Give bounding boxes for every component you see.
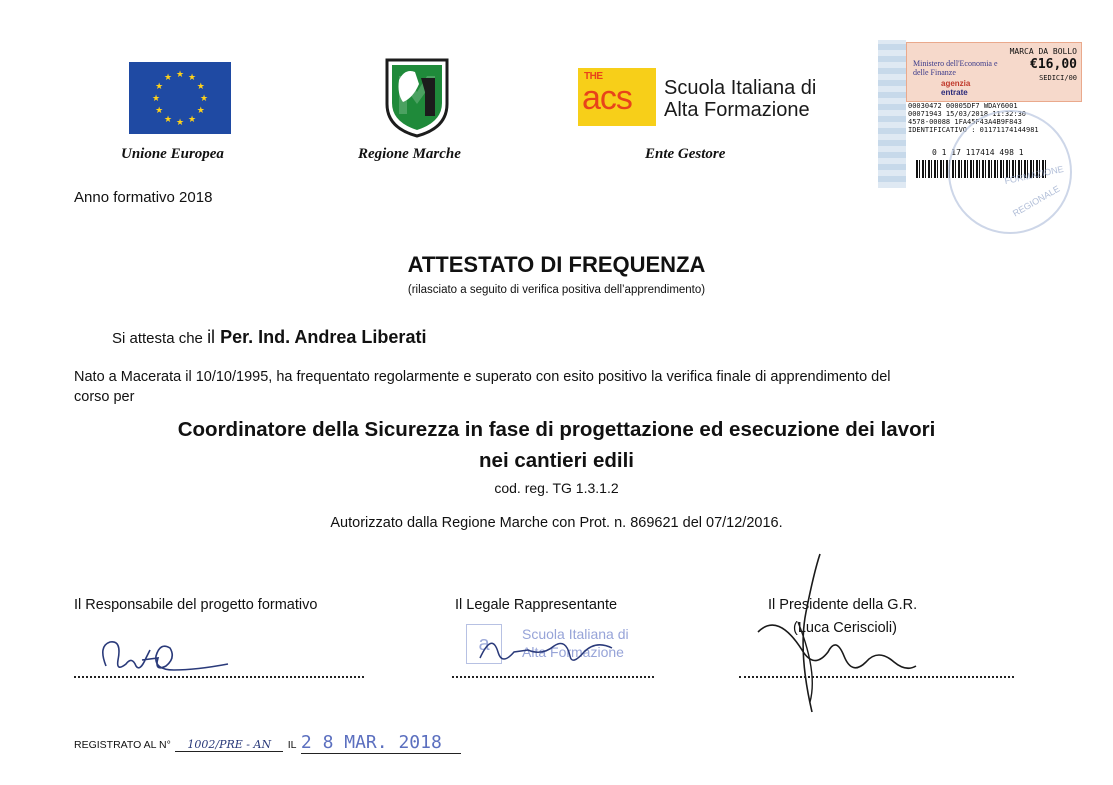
eu-star-icon: ★: [151, 93, 161, 103]
registration-number: 1002/PRE - AN: [175, 738, 283, 752]
signature-1-scribble: [96, 636, 236, 678]
course-title-line-1: Coordinatore della Sicurezza in fase di progettazione ed esecuzione dei lavori: [177, 418, 936, 441]
eu-star-icon: ★: [199, 93, 209, 103]
eu-star-icon: ★: [163, 72, 173, 83]
acs-logo-icon: [578, 68, 656, 126]
eu-star-icon: ★: [175, 117, 185, 127]
stamp-issuer: Ministero dell'Economia e delle Finanze: [913, 59, 998, 77]
course-code: cod. reg. TG 1.3.1.2: [494, 480, 619, 496]
seal-stamp: [948, 110, 1072, 234]
stamp-barcode-number: 0 1 17 117414 498 1: [932, 148, 1024, 157]
registration-line: [74, 732, 461, 754]
eu-flag-logo: [129, 62, 231, 134]
acs-logo-text-1: Scuola Italiana di: [664, 77, 817, 99]
signature-3-scribble: [748, 552, 918, 724]
stamp-code: SEDICI/00: [1039, 74, 1077, 82]
signature-name-3: (Luca Ceriscioli): [793, 620, 897, 636]
seal-text-2: REGIONALE: [1011, 183, 1062, 219]
stamp-line-2: 00071943 15/03/2018 11:32:30: [908, 110, 1027, 118]
signature-role-3: Il Presidente della G.R.: [768, 597, 918, 613]
acs-logo-small: THE: [584, 71, 603, 82]
stamp-line-1: 00030472 00005DF7 WDAY6001: [908, 102, 1018, 110]
revenue-stamp-header: [906, 42, 1082, 102]
revenue-stamp: [878, 40, 1082, 219]
eu-star-icon: ★: [175, 69, 185, 79]
eu-star-icon: ★: [196, 105, 205, 115]
certificate-subtitle: (rilasciato a seguito di verifica positiva dell’apprendimento): [407, 284, 706, 296]
course-title-line-2: nei cantieri edili: [479, 449, 634, 472]
certificate-title: ATTESTATO DI FREQUENZA: [407, 252, 706, 277]
signature-role-1: Il Responsabile del progetto formativo: [74, 597, 318, 613]
stamp-amount: €16,00: [1030, 57, 1077, 72]
eu-star-icon: ★: [163, 113, 173, 124]
revenue-stamp-edge: [878, 40, 906, 188]
signature-line-2: [452, 676, 654, 678]
paragraph-line-1: Nato a Macerata il 10/10/1995, ha frequentato regolarmente e superato con esito positivo la verifica finale di apprendimento del: [74, 369, 891, 385]
eu-star-icon: ★: [196, 81, 205, 91]
eu-caption: Unione Europea: [121, 146, 224, 162]
acs-signature-stamp: [462, 622, 642, 668]
attest-il: il: [207, 327, 221, 347]
registration-date: 2 8 MAR. 2018: [301, 732, 461, 754]
eu-flag-icon: [129, 62, 231, 134]
regione-marche-logo-icon: [385, 58, 449, 138]
stamp-line-a: Scuola Italiana di: [522, 626, 629, 642]
stamp-agency-1: agenzia: [941, 79, 971, 88]
registration-il: IL: [287, 739, 297, 751]
attest-line: [112, 327, 426, 348]
attest-prefix: Si attesta che: [112, 330, 208, 347]
regione-marche-logo: [385, 58, 449, 138]
year-line: Anno formativo 2018: [74, 189, 213, 206]
signature-role-2: Il Legale Rappresentante: [455, 597, 618, 613]
eu-star-icon: ★: [187, 113, 197, 124]
attest-name: Per. Ind. Andrea Liberati: [220, 327, 427, 347]
stamp-title: MARCA DA BOLLO: [1009, 47, 1077, 56]
seal-text-1: FORMAZIONE: [1003, 163, 1065, 187]
eu-star-icon: ★: [155, 81, 164, 91]
registration-label: REGISTRATO AL N°: [74, 739, 171, 751]
acs-logo: [578, 68, 817, 128]
stamp-line-4: IDENTIFICATIVO : 01171174144981: [908, 126, 1039, 134]
acs-logo-big: acs: [582, 79, 632, 117]
acs-caption: Ente Gestore: [645, 146, 726, 162]
acs-logo-text-2: Alta Formazione: [664, 99, 810, 121]
stamp-line-b: Alta Formazione: [522, 644, 624, 660]
regione-marche-caption: Regione Marche: [358, 146, 461, 162]
signature-2-scribble: [462, 622, 642, 670]
stamp-acs-mini-logo: a: [466, 624, 502, 664]
paragraph-line-2: corso per: [74, 389, 135, 405]
eu-star-icon: ★: [187, 72, 197, 83]
authorization-line: Autorizzato dalla Regione Marche con Prot. n. 869621 del 07/12/2016.: [330, 515, 783, 531]
eu-star-icon: ★: [155, 105, 164, 115]
stamp-agency-2: entrate: [941, 88, 968, 97]
stamp-line-3: 4578-00088 1FA45F43A4B9F843: [908, 118, 1022, 126]
